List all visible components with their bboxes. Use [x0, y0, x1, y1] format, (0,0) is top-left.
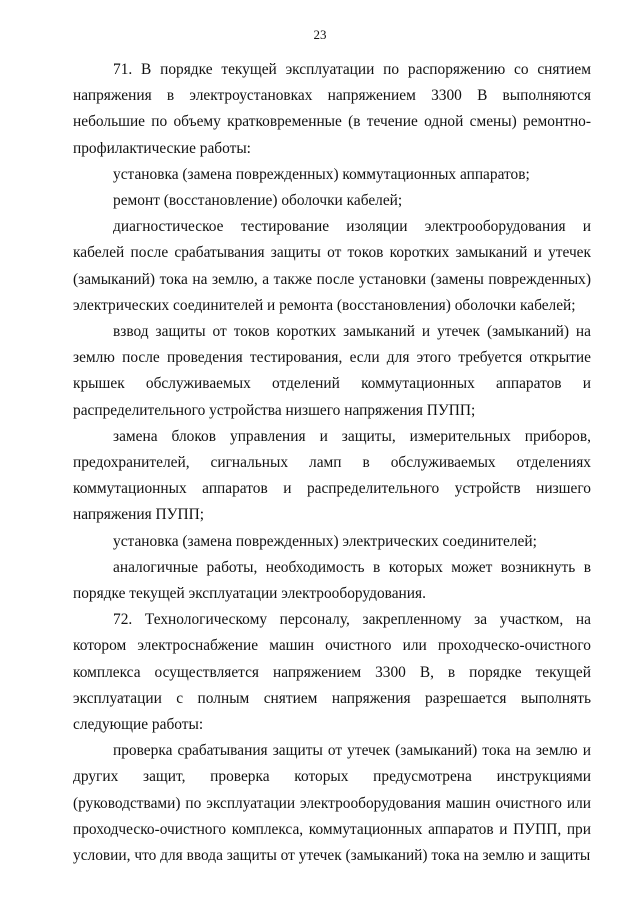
list-item-switchgear-install: установка (замена поврежденных) коммутационных аппаратов;	[113, 165, 530, 183]
list-item-cable-sheath-repair: ремонт (восстановление) оболочки кабелей;	[113, 192, 403, 210]
list-item-similar-works: аналогичные работы, необходимость в которых может возникнуть в порядке текущей эксплуатации электрооборудования.	[73, 558, 591, 603]
list-item-protection-reset: взвод защиты от токов коротких замыканий и утечек (замыканий) на землю после проведения тестирования, если для этого требуется открытие крышек обслуживаемых отделений коммутационных аппаратов и распределительного устройства низшего напряжения ПУПП;	[73, 323, 591, 419]
document-body	[73, 57, 591, 869]
list-item-insulation-diagnostics: диагностическое тестирование изоляции электрооборудования и кабелей после срабатывания защиты от токов коротких замыканий и утечек (замыканий) тока на землю, а также после установки (замены поврежденных) электрических соединителей и ремонта (восстановления) оболочки кабелей;	[73, 218, 591, 314]
paragraph-72-intro: 72. Технологическому персоналу, закрепленному за участком, на котором электроснабжение машин очистного или проходческо-очистного комплекса осуществляется напряжением 3300 В, в порядке текущей эксплуатации с полным снятием напряжения разрешается выполнять следующие работы:	[73, 611, 591, 734]
list-item-leakage-protection-check: проверка срабатывания защиты от утечек (замыканий) тока на землю и других защит, проверка которых предусмотрена инструкциями (руководствами) по эксплуатации электрооборудования машин очистного или проходческо-очистного комплекса, коммутационных аппаратов и ПУПП, при условии, что для ввода защиты от утечек (замыканий) тока на землю и защиты	[73, 742, 591, 865]
page-number: 23	[313, 27, 327, 42]
paragraph-71-intro: 71. В порядке текущей эксплуатации по распоряжению со снятием напряжения в электроустановках напряжением 3300 В выполняются небольшие по объему кратковременные (в течение одной смены) ремонтно-профилактические работы:	[73, 61, 591, 157]
list-item-block-replacement: замена блоков управления и защиты, измерительных приборов, предохранителей, сигнальных ламп в обслуживаемых отделениях коммутационных аппаратов и распределительного устройств низшего напряжения ПУПП;	[73, 427, 591, 524]
list-item-connector-install: установка (замена поврежденных) электрических соединителей;	[113, 532, 537, 550]
